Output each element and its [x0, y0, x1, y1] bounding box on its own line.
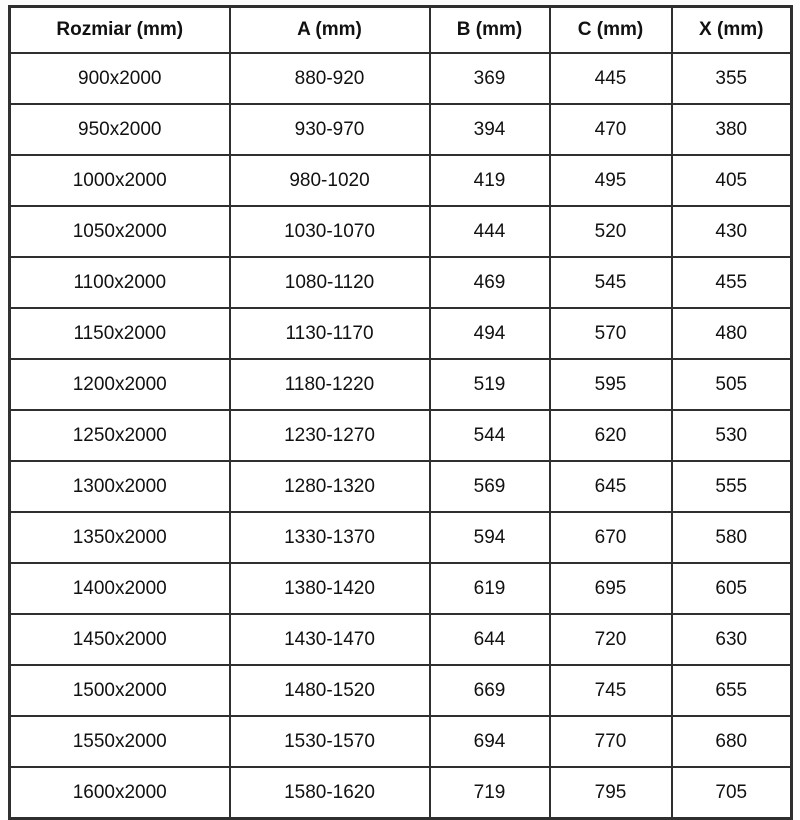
cell-c: 470: [550, 104, 672, 155]
cell-c: 545: [550, 257, 672, 308]
cell-x: 555: [672, 461, 792, 512]
cell-c: 595: [550, 359, 672, 410]
table-row: [10, 563, 792, 614]
cell-c: 695: [550, 563, 672, 614]
cell-a: 1230-1270: [230, 410, 430, 461]
table-row: [10, 308, 792, 359]
cell-x: 605: [672, 563, 792, 614]
cell-c: 570: [550, 308, 672, 359]
cell-rozmiar: 1100x2000: [10, 257, 230, 308]
table-row: [10, 410, 792, 461]
cell-x: 530: [672, 410, 792, 461]
header-row: [10, 7, 792, 54]
table-row: [10, 359, 792, 410]
cell-a: 1580-1620: [230, 767, 430, 819]
cell-x: 705: [672, 767, 792, 819]
cell-b: 419: [430, 155, 550, 206]
column-header-rozmiar: Rozmiar (mm): [10, 7, 230, 54]
cell-a: 1430-1470: [230, 614, 430, 665]
cell-b: 544: [430, 410, 550, 461]
cell-x: 655: [672, 665, 792, 716]
cell-rozmiar: 1200x2000: [10, 359, 230, 410]
cell-c: 495: [550, 155, 672, 206]
cell-b: 519: [430, 359, 550, 410]
cell-rozmiar: 1250x2000: [10, 410, 230, 461]
cell-b: 669: [430, 665, 550, 716]
cell-c: 645: [550, 461, 672, 512]
cell-rozmiar: 1300x2000: [10, 461, 230, 512]
cell-rozmiar: 1350x2000: [10, 512, 230, 563]
table-row: [10, 665, 792, 716]
cell-b: 469: [430, 257, 550, 308]
cell-c: 670: [550, 512, 672, 563]
column-header-a: A (mm): [230, 7, 430, 54]
table-row: [10, 53, 792, 104]
cell-rozmiar: 1000x2000: [10, 155, 230, 206]
cell-x: 680: [672, 716, 792, 767]
table-row: [10, 206, 792, 257]
cell-a: 930-970: [230, 104, 430, 155]
cell-rozmiar: 1600x2000: [10, 767, 230, 819]
cell-rozmiar: 1500x2000: [10, 665, 230, 716]
cell-a: 1030-1070: [230, 206, 430, 257]
cell-c: 520: [550, 206, 672, 257]
cell-a: 1530-1570: [230, 716, 430, 767]
table-body: [10, 53, 792, 819]
table-row: [10, 767, 792, 819]
cell-b: 394: [430, 104, 550, 155]
cell-rozmiar: 1150x2000: [10, 308, 230, 359]
cell-x: 505: [672, 359, 792, 410]
cell-a: 1080-1120: [230, 257, 430, 308]
table-row: [10, 461, 792, 512]
cell-c: 745: [550, 665, 672, 716]
cell-x: 630: [672, 614, 792, 665]
table-row: [10, 257, 792, 308]
cell-a: 980-1020: [230, 155, 430, 206]
cell-a: 1130-1170: [230, 308, 430, 359]
cell-b: 594: [430, 512, 550, 563]
cell-x: 380: [672, 104, 792, 155]
column-header-c: C (mm): [550, 7, 672, 54]
cell-x: 580: [672, 512, 792, 563]
cell-a: 1480-1520: [230, 665, 430, 716]
cell-rozmiar: 1550x2000: [10, 716, 230, 767]
cell-a: 880-920: [230, 53, 430, 104]
cell-b: 369: [430, 53, 550, 104]
cell-rozmiar: 1450x2000: [10, 614, 230, 665]
cell-b: 569: [430, 461, 550, 512]
cell-rozmiar: 950x2000: [10, 104, 230, 155]
cell-b: 619: [430, 563, 550, 614]
cell-b: 694: [430, 716, 550, 767]
cell-c: 795: [550, 767, 672, 819]
table-row: [10, 104, 792, 155]
column-header-b: B (mm): [430, 7, 550, 54]
cell-rozmiar: 1400x2000: [10, 563, 230, 614]
cell-a: 1380-1420: [230, 563, 430, 614]
cell-b: 494: [430, 308, 550, 359]
cell-x: 455: [672, 257, 792, 308]
cell-a: 1280-1320: [230, 461, 430, 512]
cell-c: 720: [550, 614, 672, 665]
table-row: [10, 716, 792, 767]
cell-c: 770: [550, 716, 672, 767]
cell-x: 480: [672, 308, 792, 359]
cell-x: 430: [672, 206, 792, 257]
cell-x: 405: [672, 155, 792, 206]
cell-b: 444: [430, 206, 550, 257]
column-header-x: X (mm): [672, 7, 792, 54]
cell-rozmiar: 900x2000: [10, 53, 230, 104]
cell-c: 445: [550, 53, 672, 104]
cell-a: 1330-1370: [230, 512, 430, 563]
cell-b: 719: [430, 767, 550, 819]
cell-rozmiar: 1050x2000: [10, 206, 230, 257]
cell-b: 644: [430, 614, 550, 665]
table-row: [10, 614, 792, 665]
table-row: [10, 155, 792, 206]
cell-a: 1180-1220: [230, 359, 430, 410]
table-header: [10, 7, 792, 54]
cell-x: 355: [672, 53, 792, 104]
table-row: [10, 512, 792, 563]
cell-c: 620: [550, 410, 672, 461]
spec-table: [8, 5, 793, 820]
spec-table-container: [8, 5, 793, 820]
